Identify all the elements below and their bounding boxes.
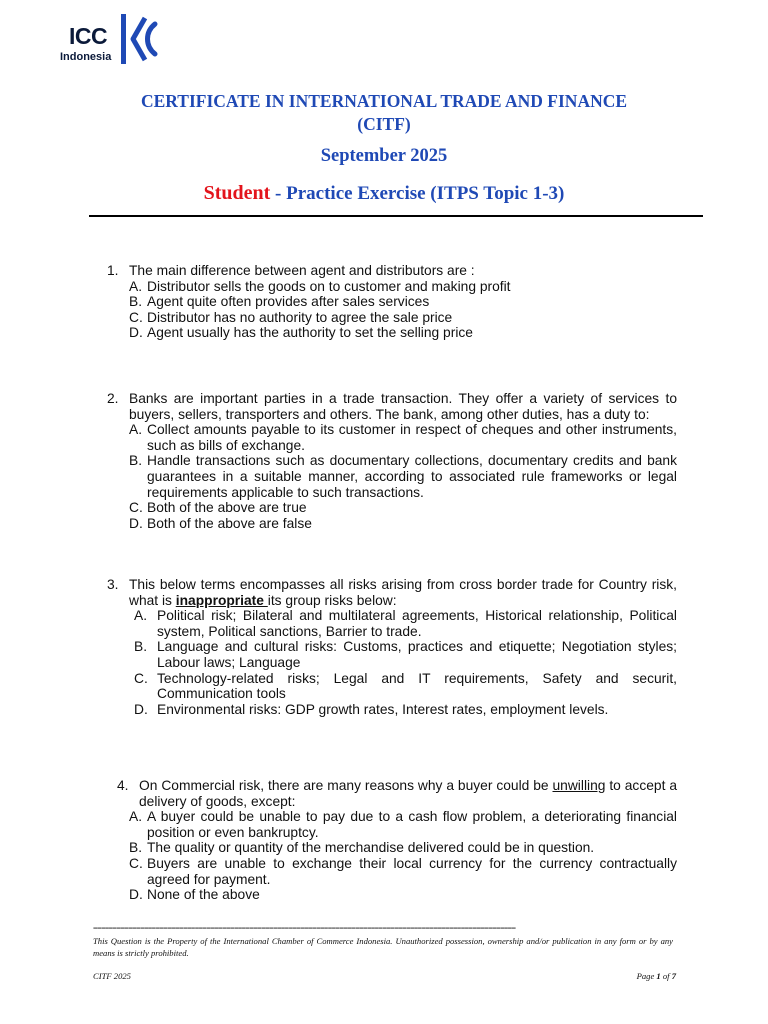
- option-label: B.: [129, 840, 143, 856]
- icc-indonesia-logo: [59, 14, 171, 66]
- exam-date: September 2025: [320, 146, 448, 166]
- student-label: Student: [203, 182, 271, 204]
- option-c: [129, 856, 677, 887]
- option-text: Collect amounts payable to its customer in respect of cheques and other instruments, such as bills of exchange.: [147, 422, 677, 453]
- option-b: [129, 840, 677, 856]
- option-label: A.: [129, 422, 143, 438]
- option-label: D.: [129, 325, 143, 341]
- option-b: [134, 639, 677, 670]
- question-keyword: unwilling: [552, 778, 606, 793]
- question-text-start: This below terms encompasses all risks arising from cross border trade for Country risk, what is: [129, 577, 677, 608]
- option-a: [129, 422, 677, 453]
- question-4: [117, 778, 677, 903]
- logo-sub: Indonesia: [60, 51, 112, 63]
- question-text: [139, 778, 677, 809]
- page-total: 7: [671, 971, 676, 981]
- option-a: [129, 809, 677, 840]
- question-text: Banks are important parties in a trade transaction. They offer a variety of services to buyers, sellers, transporters and others. The bank, among other duties, has a duty to:: [129, 391, 677, 422]
- option-c: [134, 671, 677, 702]
- option-label: C.: [129, 855, 143, 871]
- option-label: B.: [129, 453, 143, 469]
- footer-doc-code: CITF 2025: [93, 971, 131, 981]
- option-text: Agent usually has the authority to set the selling price: [147, 325, 473, 341]
- title-rule: [89, 215, 703, 217]
- option-text: Environmental risks: GDP growth rates, Interest rates, employment levels.: [157, 701, 609, 717]
- icc-arcs-icon: [121, 14, 161, 66]
- question-text-end: its group risks below:: [267, 592, 397, 608]
- question-keyword: inappropriate: [175, 592, 268, 608]
- option-label: C.: [134, 670, 148, 686]
- option-text: The quality or quantity of the merchandise delivered could be in question.: [147, 840, 595, 856]
- question-number: 3.: [107, 577, 119, 592]
- option-text: Both of the above are false: [147, 515, 312, 531]
- option-label: C.: [129, 309, 143, 325]
- title-line-1: CERTIFICATE IN INTERNATIONAL TRADE AND FINANCE: [140, 91, 628, 111]
- option-label: A.: [129, 809, 143, 825]
- question-text-end: to accept a delivery of goods, except:: [139, 778, 677, 809]
- question-1: [107, 263, 677, 341]
- option-label: D.: [129, 515, 143, 531]
- option-text: None of the above: [147, 887, 260, 903]
- option-label: B.: [134, 639, 148, 655]
- option-a: [134, 608, 677, 639]
- question-number: 4.: [117, 778, 129, 793]
- question-2: [107, 391, 677, 531]
- option-text: Political risk; Bilateral and multilateral agreements, Historical relationship, Political system, Political sanctions, Barrier to trade.: [157, 608, 677, 639]
- page-indicator: [637, 971, 676, 981]
- question-text: The main difference between agent and distributors are :: [129, 263, 475, 278]
- option-text: Handle transactions such as documentary collections, documentary credits and bank guarantees in a suitable manner, according to associated rule frameworks or legal requirements applicable to such transactions.: [147, 453, 677, 500]
- option-d: [129, 516, 677, 532]
- option-c: [129, 500, 677, 516]
- question-3: [107, 577, 677, 717]
- exercise-subtitle: - Practice Exercise (ITPS Topic 1-3): [270, 183, 565, 204]
- option-b: [129, 294, 677, 310]
- option-label: B.: [129, 294, 143, 310]
- option-text: Technology-related risks; Legal and IT requirements, Safety and securit, Communication tools: [157, 670, 677, 702]
- option-d: [129, 887, 677, 903]
- footer-separator: ============================================================================================================: [93, 924, 516, 933]
- option-b: [129, 453, 677, 500]
- footer-copyright-note: This Question is the Property of the International Chamber of Commerce Indonesia. Unauthorized possession, ownership and/or publication in any form or by any means is strictly prohibited.: [93, 936, 673, 958]
- option-d: [129, 325, 677, 341]
- option-text: Buyers are unable to exchange their local currency for the currency contractually agreed for payment.: [147, 855, 677, 887]
- question-text-start: On Commercial risk, there are many reasons why a buyer could be: [139, 778, 553, 793]
- logo-brand: ICC: [69, 23, 108, 49]
- option-text: A buyer could be unable to pay due to a cash flow problem, a deteriorating financial position or even bankruptcy.: [147, 809, 677, 840]
- option-text: Distributor sells the goods on to customer and making profit: [147, 278, 511, 294]
- option-text: Distributor has no authority to agree the sale price: [147, 309, 453, 325]
- exercise-heading: [0, 182, 768, 205]
- document-title: [0, 90, 768, 136]
- page-prefix: Page: [636, 971, 657, 981]
- option-label: D.: [134, 701, 148, 717]
- title-line-2: (CITF): [357, 114, 411, 134]
- question-number: 1.: [107, 263, 119, 278]
- option-text: Language and cultural risks: Customs, practices and etiquette; Negotiation styles; Labour laws; Language: [157, 639, 677, 670]
- option-d: [134, 702, 677, 718]
- option-label: C.: [129, 500, 143, 516]
- page-current: 1: [656, 971, 661, 981]
- option-label: A.: [129, 278, 143, 294]
- option-label: A.: [134, 608, 148, 624]
- option-c: [129, 310, 677, 326]
- question-text: [129, 577, 677, 608]
- question-number: 2.: [107, 391, 119, 406]
- option-text: Agent quite often provides after sales services: [147, 294, 430, 310]
- option-label: D.: [129, 887, 143, 903]
- page-mid: of: [660, 971, 672, 981]
- option-text: Both of the above are true: [147, 500, 307, 516]
- option-a: [129, 279, 677, 295]
